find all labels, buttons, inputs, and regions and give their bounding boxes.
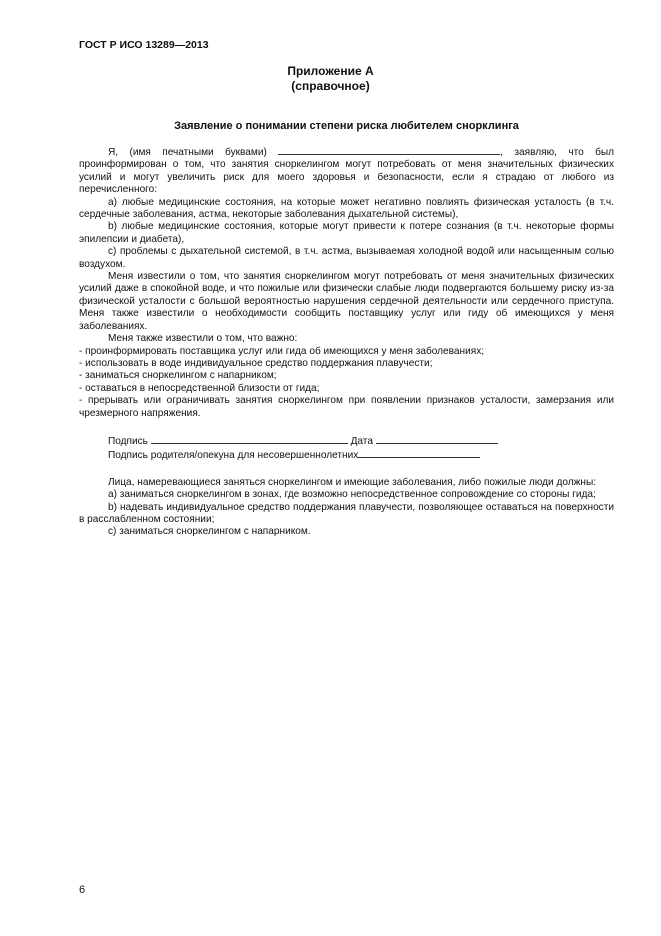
important-item: - проинформировать поставщика услуг или гида об имеющихся у меня заболеваниях; xyxy=(79,345,485,357)
page-number: 6 xyxy=(79,884,86,896)
appendix-subtitle: (справочное) xyxy=(291,79,370,93)
note-item: a) заниматься сноркелингом в зонах, где возможно непосредственное сопровождение со стороны гида; xyxy=(108,489,596,501)
important-item: - оставаться в непосредственной близости от гида; xyxy=(79,382,320,394)
intro-suffix: , заявляю, что был проинформирован о том, что занятия сноркелингом могут потребовать от меня значительных физических усилий и могут увеличить риск для моего здоровья и безопасности, если я страдаю от любого из перечисленного: xyxy=(79,147,614,196)
statement-title: Заявление о понимании степени риска любителем снорклинга xyxy=(174,120,519,132)
important-item: - прерывать или ограничивать занятия сноркелингом при появлении признаков усталости, замерзания или чрезмерного напряжения. xyxy=(79,395,614,419)
date-label: Дата xyxy=(350,435,373,447)
important-item: - использовать в воде индивидуальное средство поддержания плавучести; xyxy=(79,357,433,369)
note-item: c) заниматься сноркелингом с напарником. xyxy=(108,526,311,538)
guardian-signature-line xyxy=(79,448,614,462)
informed-paragraph: Меня известили о том, что занятия сноркелингом могут потребовать от меня значительных физических усилий даже в спокойной воде, и что пожилые или физически слабые люди подвергаются большему риску из-за физической усталости с большой вероятностью нарушения сердечной деятельности или сердечного приступа. Меня также известили о необходимости сообщить поставщику услуг или гиду об имеющихся у меня заболеваниях. xyxy=(79,271,614,332)
risk-item: a) любые медицинские состояния, на которые может негативно повлиять физическая усталость (в т.ч. сердечные заболевания, астма, некоторые заболевания дыхательной системы), xyxy=(79,196,614,221)
signature-blank xyxy=(151,434,348,444)
intro-paragraph xyxy=(79,145,614,197)
document-code: ГОСТ Р ИСО 13289—2013 xyxy=(79,39,209,51)
intro-prefix: Я, (имя печатными буквами) xyxy=(108,147,267,158)
date-blank xyxy=(376,434,498,444)
name-blank-line xyxy=(278,145,500,155)
guardian-blank xyxy=(358,448,480,458)
guardian-label: Подпись родителя/опекуна для несовершеннолетних xyxy=(108,450,359,462)
signature-line xyxy=(79,434,614,448)
appendix-title: Приложение А xyxy=(287,64,374,78)
statement-body xyxy=(79,145,614,539)
important-item: - заниматься сноркелингом с напарником; xyxy=(79,370,277,382)
important-intro: Меня также известили о том, что важно: xyxy=(108,333,298,345)
risk-item: c) проблемы с дыхательной системой, в т.ч. астма, вызываемая холодной водой или насыщенным солью воздухом. xyxy=(79,246,614,270)
risk-item: b) любые медицинские состояния, которые могут привести к потере сознания (в т.ч. некоторые формы эпилепсии и диабета), xyxy=(79,221,614,245)
note-intro: Лица, намеревающиеся заняться сноркелингом и имеющие заболевания, либо пожилые люди должны: xyxy=(108,476,597,488)
note-item: b) надевать индивидуальное средство поддержания плавучести, позволяющее оставаться на поверхности в расслабленном состоянии; xyxy=(79,501,614,525)
signature-label: Подпись xyxy=(108,435,148,447)
